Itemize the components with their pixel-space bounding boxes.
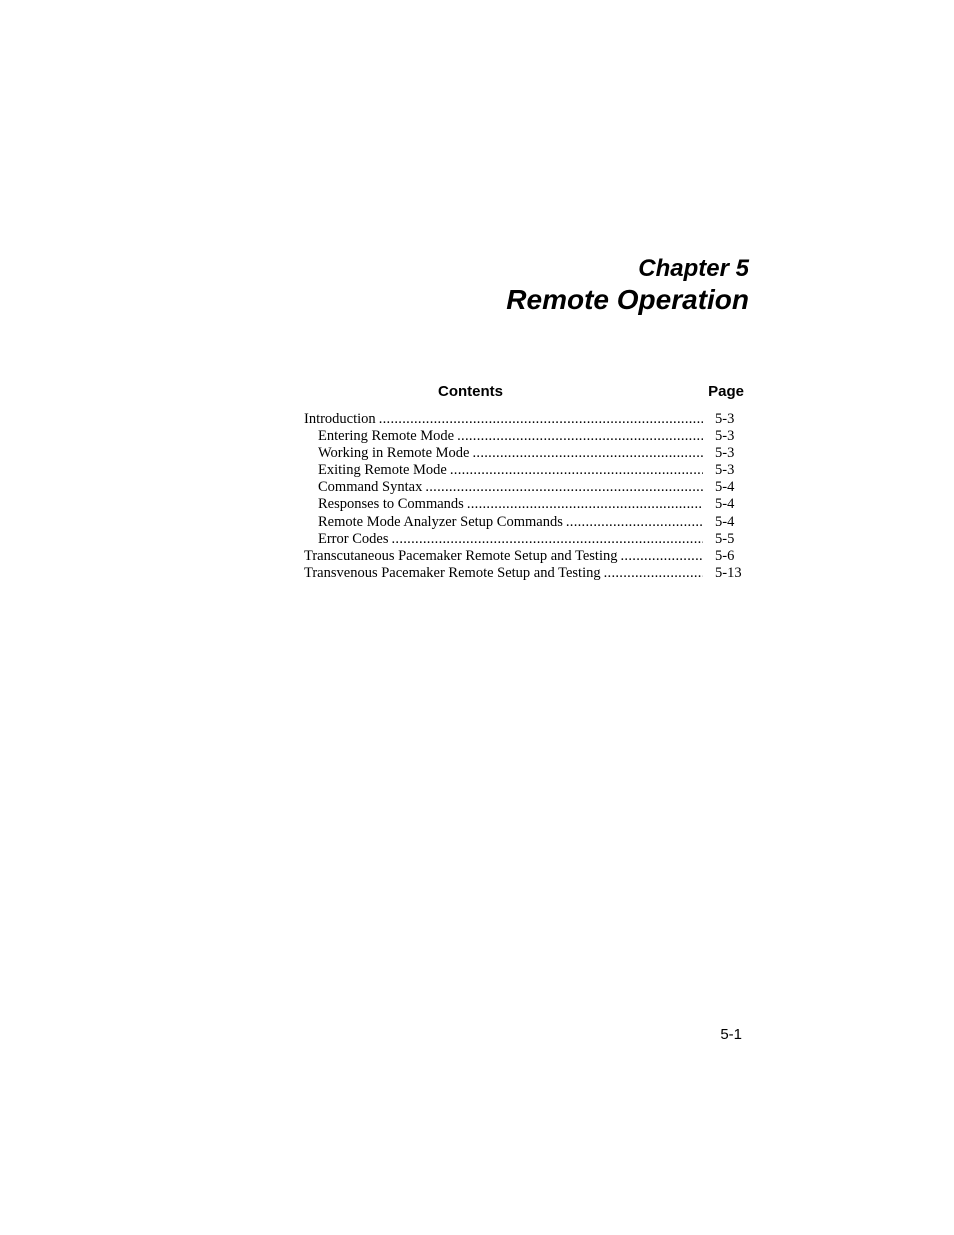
toc-entry-title: Working in Remote Mode [318, 445, 470, 462]
toc-entry[interactable] [304, 548, 744, 565]
toc-entry[interactable] [304, 514, 744, 531]
contents-heading: Contents [438, 383, 503, 400]
dot-leader [601, 565, 703, 582]
dot-leader [563, 514, 703, 531]
toc-entry-page: 5-13 [715, 564, 742, 581]
dot-leader [447, 462, 703, 479]
dot-leader [422, 479, 703, 496]
page-number: 5-1 [720, 1026, 742, 1043]
toc-entry-leader [304, 428, 703, 445]
toc-entry-leader [304, 548, 703, 565]
toc-entry-page: 5-4 [715, 513, 735, 530]
toc-entry[interactable] [304, 428, 744, 445]
toc-entry-title: Error Codes [318, 530, 389, 547]
toc-entry-leader [304, 445, 703, 462]
toc-entry-page: 5-4 [715, 479, 735, 496]
chapter-label: Chapter 5 [638, 255, 749, 282]
toc-entry-title: Command Syntax [318, 479, 423, 496]
toc-entry-leader [304, 514, 703, 531]
toc-entry-title: Introduction [304, 411, 376, 427]
toc-entry[interactable] [304, 462, 744, 479]
dot-leader [464, 496, 703, 513]
toc-entry-title: Responses to Commands [318, 496, 464, 513]
chapter-heading [506, 254, 749, 316]
toc-entry[interactable] [304, 565, 744, 582]
toc-entry-leader [304, 565, 703, 582]
toc-entry-title: Exiting Remote Mode [318, 462, 447, 479]
toc-entry-leader [304, 531, 703, 548]
toc-entry-page: 5-3 [715, 428, 735, 445]
dot-leader [376, 411, 703, 428]
dot-leader [469, 445, 703, 462]
toc-entry[interactable] [304, 479, 744, 496]
toc-entry-page: 5-4 [715, 496, 735, 513]
toc-entry-leader [304, 462, 703, 479]
toc-entry-title: Remote Mode Analyzer Setup Commands [318, 513, 563, 530]
dot-leader [454, 428, 703, 445]
toc-header [304, 382, 744, 408]
table-of-contents [304, 382, 744, 582]
dot-leader [388, 531, 703, 548]
toc-entry[interactable] [304, 531, 744, 548]
toc-entry-page: 5-5 [715, 530, 735, 547]
toc-entry[interactable] [304, 445, 744, 462]
toc-entry-page: 5-3 [715, 411, 735, 427]
page-column-heading: Page [708, 383, 744, 400]
toc-entry-leader [304, 411, 703, 428]
toc-entry[interactable] [304, 496, 744, 513]
toc-entry-title: Transvenous Pacemaker Remote Setup and Testing [304, 564, 601, 581]
toc-entry-page: 5-6 [715, 547, 735, 564]
toc-entry-title: Entering Remote Mode [318, 428, 455, 445]
chapter-title: Remote Operation [506, 284, 749, 315]
toc-list [304, 411, 744, 582]
toc-entry-leader [304, 479, 703, 496]
toc-entry[interactable] [304, 411, 744, 428]
toc-entry-title: Transcutaneous Pacemaker Remote Setup and Testing [304, 547, 618, 564]
toc-entry-page: 5-3 [715, 462, 735, 479]
toc-entry-page: 5-3 [715, 445, 735, 462]
toc-entry-leader [304, 496, 703, 513]
dot-leader [618, 548, 704, 565]
